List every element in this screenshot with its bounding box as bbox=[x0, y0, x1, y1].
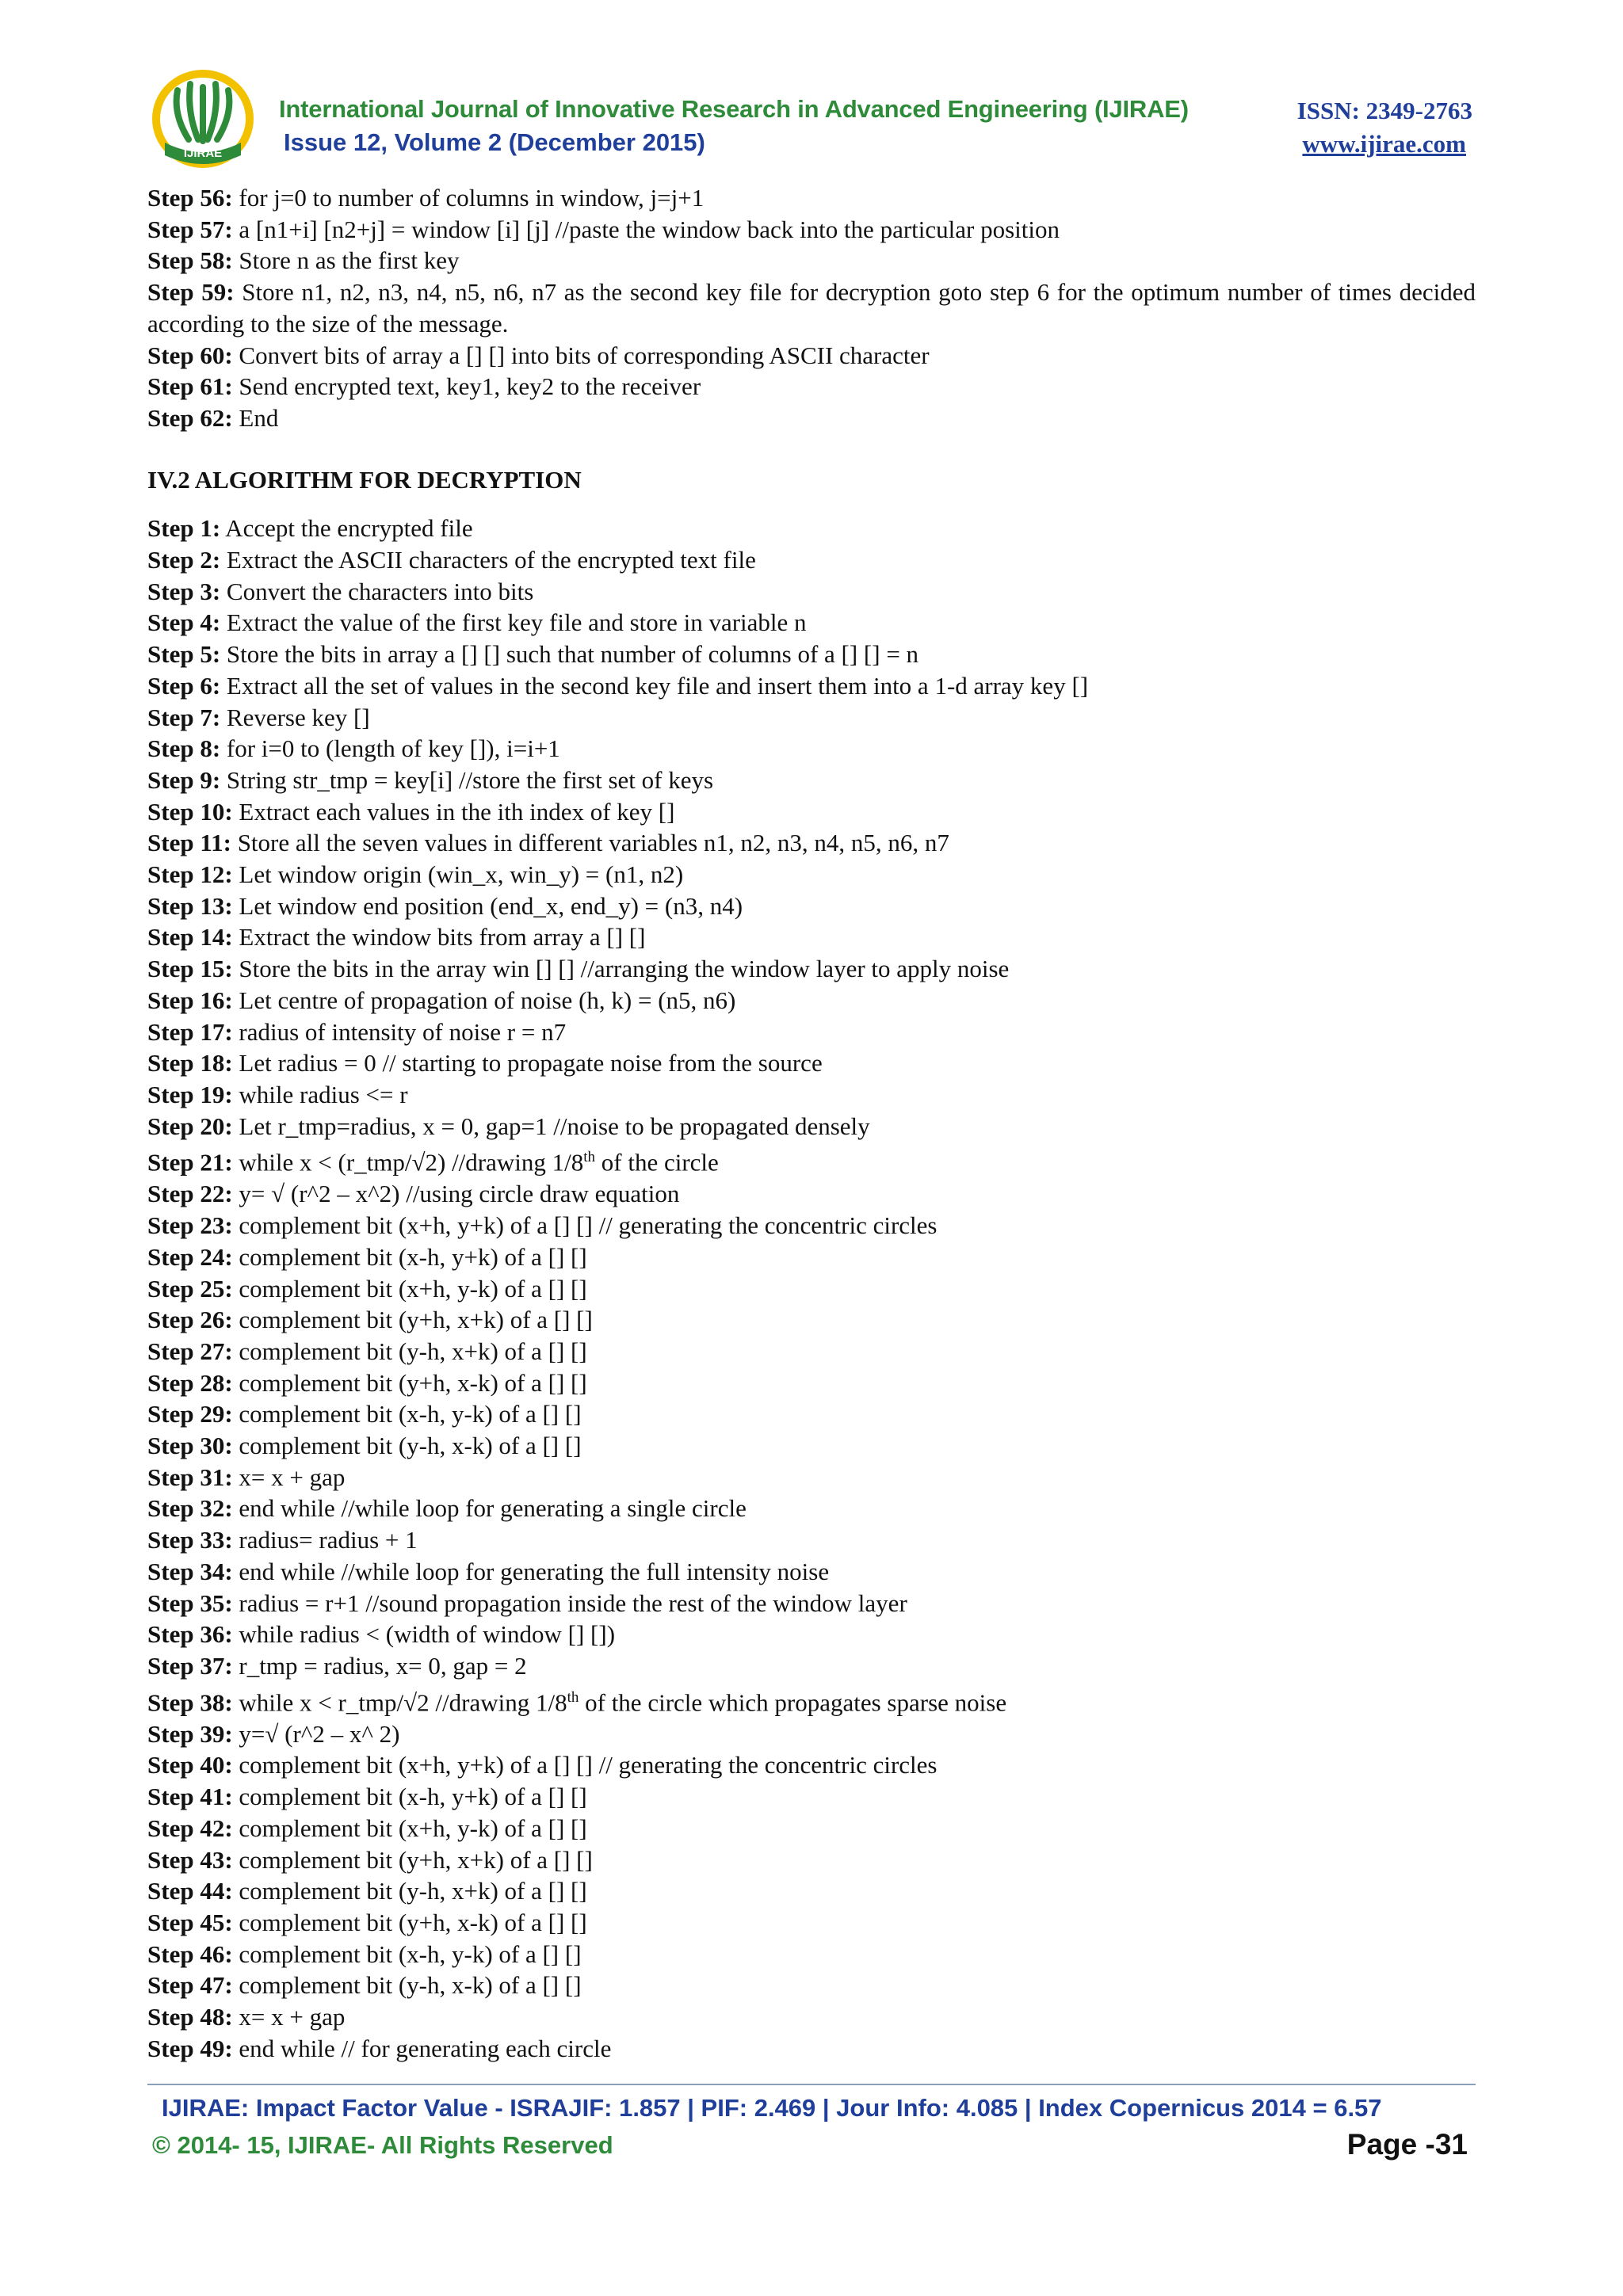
step-text: Extract the ASCII characters of the encrypted text file bbox=[220, 546, 756, 574]
step-label: Step 29: bbox=[147, 1400, 233, 1428]
step-text: y=√ (r^2 – x^ 2) bbox=[232, 1719, 400, 1748]
step-superscript: th bbox=[567, 1688, 579, 1706]
step-text: complement bit (x+h, y-k) of a [] [] bbox=[232, 1274, 587, 1302]
step-label: Step 40: bbox=[147, 1751, 233, 1779]
page-number: Page -31 bbox=[1346, 2128, 1468, 2161]
step-line bbox=[147, 1718, 1476, 1750]
step-line bbox=[147, 1781, 1476, 1813]
step-label: Step 18: bbox=[147, 1049, 233, 1077]
svg-text:IJIRAE: IJIRAE bbox=[183, 147, 223, 160]
step-label: Step 17: bbox=[147, 1017, 233, 1046]
step-text: Send encrypted text, key1, key2 to the receiver bbox=[232, 372, 701, 401]
step-label: Step 5: bbox=[147, 640, 221, 669]
step-label: Step 34: bbox=[147, 1557, 233, 1585]
step-text: end while // for generating each circle bbox=[232, 2034, 612, 2062]
step-label: Step 1: bbox=[147, 514, 221, 543]
step-label: Step 59: bbox=[147, 278, 235, 307]
step-label: Step 61: bbox=[147, 372, 233, 401]
step-line bbox=[147, 985, 1476, 1016]
step-text: radius of intensity of noise r = n7 bbox=[232, 1017, 567, 1046]
step-label: Step 28: bbox=[147, 1368, 233, 1397]
step-text: Store the bits in array a [] [] such that number of columns of a [] [] = n bbox=[220, 640, 919, 669]
step-line bbox=[147, 513, 1476, 544]
step-text: for j=0 to number of columns in window, j=j+1 bbox=[232, 184, 705, 212]
step-line bbox=[147, 2033, 1476, 2065]
step-line bbox=[147, 1813, 1476, 1844]
step-line bbox=[147, 1273, 1476, 1305]
step-text: radius = r+1 //sound propagation inside the rest of the window layer bbox=[232, 1589, 907, 1617]
step-line bbox=[147, 1367, 1476, 1399]
step-line bbox=[147, 702, 1476, 734]
step-text: complement bit (y-h, x+k) of a [] [] bbox=[232, 1877, 587, 1905]
section-title: IV.2 ALGORITHM FOR DECRYPTION bbox=[147, 465, 582, 494]
step-label: Step 27: bbox=[147, 1337, 233, 1365]
step-line bbox=[147, 891, 1476, 922]
step-line bbox=[147, 1079, 1476, 1111]
step-label: Step 46: bbox=[147, 1939, 233, 1968]
step-line bbox=[147, 1619, 1476, 1650]
step-line bbox=[147, 921, 1476, 953]
step-text: complement bit (y+h, x+k) of a [] [] bbox=[232, 1845, 593, 1874]
step-line bbox=[147, 277, 1476, 339]
step-line bbox=[147, 1682, 1476, 1718]
step-text: Store all the seven values in different variables n1, n2, n3, n4, n5, n6, n7 bbox=[231, 829, 949, 857]
step-label: Step 48: bbox=[147, 2003, 233, 2031]
step-label: Step 32: bbox=[147, 1494, 233, 1523]
step-text: Let radius = 0 // starting to propagate noise from the source bbox=[232, 1049, 823, 1077]
step-text: complement bit (x+h, y+k) of a [] [] // generating the concentric circles bbox=[232, 1751, 938, 1779]
step-text: x= x + gap bbox=[232, 1463, 346, 1491]
step-text: Extract each values in the ith index of key [] bbox=[232, 797, 675, 826]
step-label: Step 23: bbox=[147, 1211, 233, 1240]
step-label: Step 38: bbox=[147, 1688, 233, 1716]
step-label: Step 22: bbox=[147, 1180, 233, 1208]
step-label: Step 30: bbox=[147, 1432, 233, 1460]
step-line bbox=[147, 1142, 1476, 1178]
step-text: while radius < (width of window [] []) bbox=[232, 1620, 616, 1649]
step-line bbox=[147, 1210, 1476, 1241]
step-label: Step 62: bbox=[147, 403, 233, 432]
step-label: Step 7: bbox=[147, 703, 221, 731]
step-line bbox=[147, 1970, 1476, 2001]
step-text: Extract all the set of values in the second key file and insert them into a 1-d array key [] bbox=[220, 671, 1089, 700]
impact-factor-line: IJIRAE: Impact Factor Value - ISRAJIF: 1.857 | PIF: 2.469 | Jour Info: 4.085 | Index Copernicus 2014 = 6.57 bbox=[162, 2094, 1382, 2122]
step-text: for i=0 to (length of key []), i=i+1 bbox=[220, 734, 560, 763]
step-line bbox=[147, 1304, 1476, 1336]
journal-title: International Journal of Innovative Research in Advanced Engineering (IJIRAE) bbox=[279, 95, 1189, 123]
step-label: Step 24: bbox=[147, 1242, 233, 1271]
step-label: Step 33: bbox=[147, 1526, 233, 1554]
step-label: Step 13: bbox=[147, 891, 233, 920]
step-label: Step 47: bbox=[147, 1971, 233, 2000]
step-text: Accept the encrypted file bbox=[220, 514, 473, 543]
step-line bbox=[147, 1650, 1476, 1682]
step-line bbox=[147, 827, 1476, 859]
journal-url-link[interactable]: www.ijirae.com bbox=[1302, 130, 1466, 158]
step-text: complement bit (x-h, y+k) of a [] [] bbox=[232, 1783, 587, 1811]
step-text: Let r_tmp=radius, x = 0, gap=1 //noise to be propagated densely bbox=[232, 1112, 870, 1140]
step-text: while radius <= r bbox=[232, 1080, 408, 1108]
step-text: String str_tmp = key[i] //store the first set of keys bbox=[220, 765, 714, 794]
step-label: Step 11: bbox=[147, 829, 231, 857]
step-label: Step 60: bbox=[147, 341, 233, 369]
step-text: Convert bits of array a [] [] into bits of corresponding ASCII character bbox=[232, 341, 930, 369]
step-label: Step 25: bbox=[147, 1274, 233, 1302]
step-label: Step 57: bbox=[147, 215, 233, 243]
step-text: Reverse key [] bbox=[220, 703, 370, 731]
step-label: Step 26: bbox=[147, 1306, 233, 1334]
step-line bbox=[147, 1556, 1476, 1588]
step-label: Step 16: bbox=[147, 986, 233, 1014]
step-label: Step 15: bbox=[147, 955, 233, 983]
step-label: Step 21: bbox=[147, 1148, 233, 1177]
step-line bbox=[147, 245, 1476, 277]
step-line bbox=[147, 544, 1476, 576]
step-label: Step 36: bbox=[147, 1620, 233, 1649]
step-text: while x < r_tmp/√2 //drawing 1/8 bbox=[232, 1688, 567, 1716]
step-text: r_tmp = radius, x= 0, gap = 2 bbox=[232, 1651, 527, 1680]
step-text: Let window origin (win_x, win_y) = (n1, n2) bbox=[232, 860, 684, 889]
step-text: Convert the characters into bits bbox=[220, 577, 534, 605]
step-text: a [n1+i] [n2+j] = window [i] [j] //paste the window back into the particular position bbox=[232, 215, 1060, 243]
step-line bbox=[147, 1493, 1476, 1524]
step-label: Step 20: bbox=[147, 1112, 233, 1140]
step-label: Step 35: bbox=[147, 1589, 233, 1617]
step-text: while x < (r_tmp/√2) //drawing 1/8 bbox=[232, 1148, 584, 1177]
issn: ISSN: 2349-2763 bbox=[1296, 97, 1472, 124]
step-text: complement bit (x-h, y+k) of a [] [] bbox=[232, 1242, 587, 1271]
step-text: complement bit (y+h, x+k) of a [] [] bbox=[232, 1306, 593, 1334]
step-label: Step 49: bbox=[147, 2034, 233, 2062]
step-text: radius= radius + 1 bbox=[232, 1526, 418, 1554]
decryption-steps-list bbox=[147, 513, 1476, 2064]
step-label: Step 8: bbox=[147, 734, 221, 763]
step-text: Let window end position (end_x, end_y) = (n3, n4) bbox=[232, 891, 743, 920]
step-text: Store the bits in the array win [] [] //arranging the window layer to apply noise bbox=[232, 955, 1010, 983]
ijirae-logo bbox=[141, 67, 265, 179]
step-line bbox=[147, 953, 1476, 985]
step-label: Step 43: bbox=[147, 1845, 233, 1874]
step-line bbox=[147, 402, 1476, 434]
step-line bbox=[147, 1907, 1476, 1939]
step-text: End bbox=[232, 403, 279, 432]
step-text: end while //while loop for generating a single circle bbox=[232, 1494, 747, 1523]
step-line bbox=[147, 576, 1476, 608]
step-line bbox=[147, 214, 1476, 246]
algorithm-content bbox=[147, 182, 1476, 2064]
step-label: Step 56: bbox=[147, 184, 233, 212]
step-text: complement bit (y-h, x-k) of a [] [] bbox=[232, 1432, 582, 1460]
step-line bbox=[147, 1844, 1476, 1876]
step-text: complement bit (x+h, y-k) of a [] [] bbox=[232, 1814, 587, 1842]
step-line bbox=[147, 1398, 1476, 1430]
step-text-after: of the circle bbox=[595, 1148, 719, 1177]
step-text-after: of the circle which propagates sparse noise bbox=[579, 1688, 1007, 1716]
step-line bbox=[147, 607, 1476, 639]
step-text: end while //while loop for generating the full intensity noise bbox=[232, 1557, 830, 1585]
step-line bbox=[147, 1178, 1476, 1210]
step-label: Step 9: bbox=[147, 765, 221, 794]
step-line bbox=[147, 1016, 1476, 1048]
step-text: complement bit (y-h, x-k) of a [] [] bbox=[232, 1971, 582, 2000]
step-text: x= x + gap bbox=[232, 2003, 346, 2031]
step-line bbox=[147, 765, 1476, 796]
issue-info: Issue 12, Volume 2 (December 2015) bbox=[284, 128, 705, 156]
footer-divider bbox=[147, 2084, 1476, 2085]
step-text: Store n as the first key bbox=[232, 246, 460, 275]
step-label: Step 45: bbox=[147, 1908, 233, 1936]
step-text: complement bit (x+h, y+k) of a [] [] // generating the concentric circles bbox=[232, 1211, 938, 1240]
step-line bbox=[147, 733, 1476, 765]
step-line bbox=[147, 1047, 1476, 1079]
step-text: complement bit (y-h, x+k) of a [] [] bbox=[232, 1337, 587, 1365]
step-label: Step 19: bbox=[147, 1080, 233, 1108]
step-text: Extract the value of the first key file and store in variable n bbox=[220, 608, 807, 637]
step-label: Step 39: bbox=[147, 1719, 233, 1748]
step-label: Step 12: bbox=[147, 860, 233, 889]
step-text: complement bit (y+h, x-k) of a [] [] bbox=[232, 1368, 587, 1397]
step-label: Step 31: bbox=[147, 1463, 233, 1491]
step-label: Step 6: bbox=[147, 671, 221, 700]
step-label: Step 14: bbox=[147, 923, 233, 952]
step-line bbox=[147, 670, 1476, 702]
step-label: Step 58: bbox=[147, 246, 233, 275]
step-line bbox=[147, 1749, 1476, 1781]
step-line bbox=[147, 371, 1476, 402]
step-text: Extract the window bits from array a [] [] bbox=[232, 923, 646, 952]
step-line bbox=[147, 2001, 1476, 2033]
step-label: Step 37: bbox=[147, 1651, 233, 1680]
step-label: Step 3: bbox=[147, 577, 221, 605]
step-text: complement bit (x-h, y-k) of a [] [] bbox=[232, 1400, 582, 1428]
step-text: Let centre of propagation of noise (h, k) = (n5, n6) bbox=[232, 986, 736, 1014]
step-label: Step 41: bbox=[147, 1783, 233, 1811]
step-line bbox=[147, 859, 1476, 891]
step-superscript: th bbox=[583, 1149, 596, 1166]
step-text: complement bit (x-h, y-k) of a [] [] bbox=[232, 1939, 582, 1968]
step-text: complement bit (y+h, x-k) of a [] [] bbox=[232, 1908, 587, 1936]
step-line bbox=[147, 182, 1476, 214]
step-line bbox=[147, 1939, 1476, 1970]
step-label: Step 10: bbox=[147, 797, 233, 826]
step-line bbox=[147, 1336, 1476, 1367]
step-label: Step 42: bbox=[147, 1814, 233, 1842]
copyright: © 2014- 15, IJIRAE- All Rights Reserved bbox=[152, 2131, 613, 2159]
encryption-steps-list bbox=[147, 182, 1476, 434]
step-label: Step 44: bbox=[147, 1877, 233, 1905]
step-line bbox=[147, 1588, 1476, 1619]
step-text: Store n1, n2, n3, n4, n5, n6, n7 as the second key file for decryption goto step 6 for the optimum number of times decided according to the size of the message. bbox=[147, 278, 1476, 338]
step-line bbox=[147, 1875, 1476, 1907]
step-line bbox=[147, 639, 1476, 670]
step-text: y= √ (r^2 – x^2) //using circle draw equation bbox=[232, 1180, 680, 1208]
step-line bbox=[147, 1111, 1476, 1142]
step-line bbox=[147, 1462, 1476, 1493]
step-label: Step 4: bbox=[147, 608, 221, 637]
step-line bbox=[147, 1241, 1476, 1273]
step-line bbox=[147, 340, 1476, 372]
step-line bbox=[147, 796, 1476, 828]
step-line bbox=[147, 1524, 1476, 1556]
step-line bbox=[147, 1430, 1476, 1462]
step-label: Step 2: bbox=[147, 546, 221, 574]
